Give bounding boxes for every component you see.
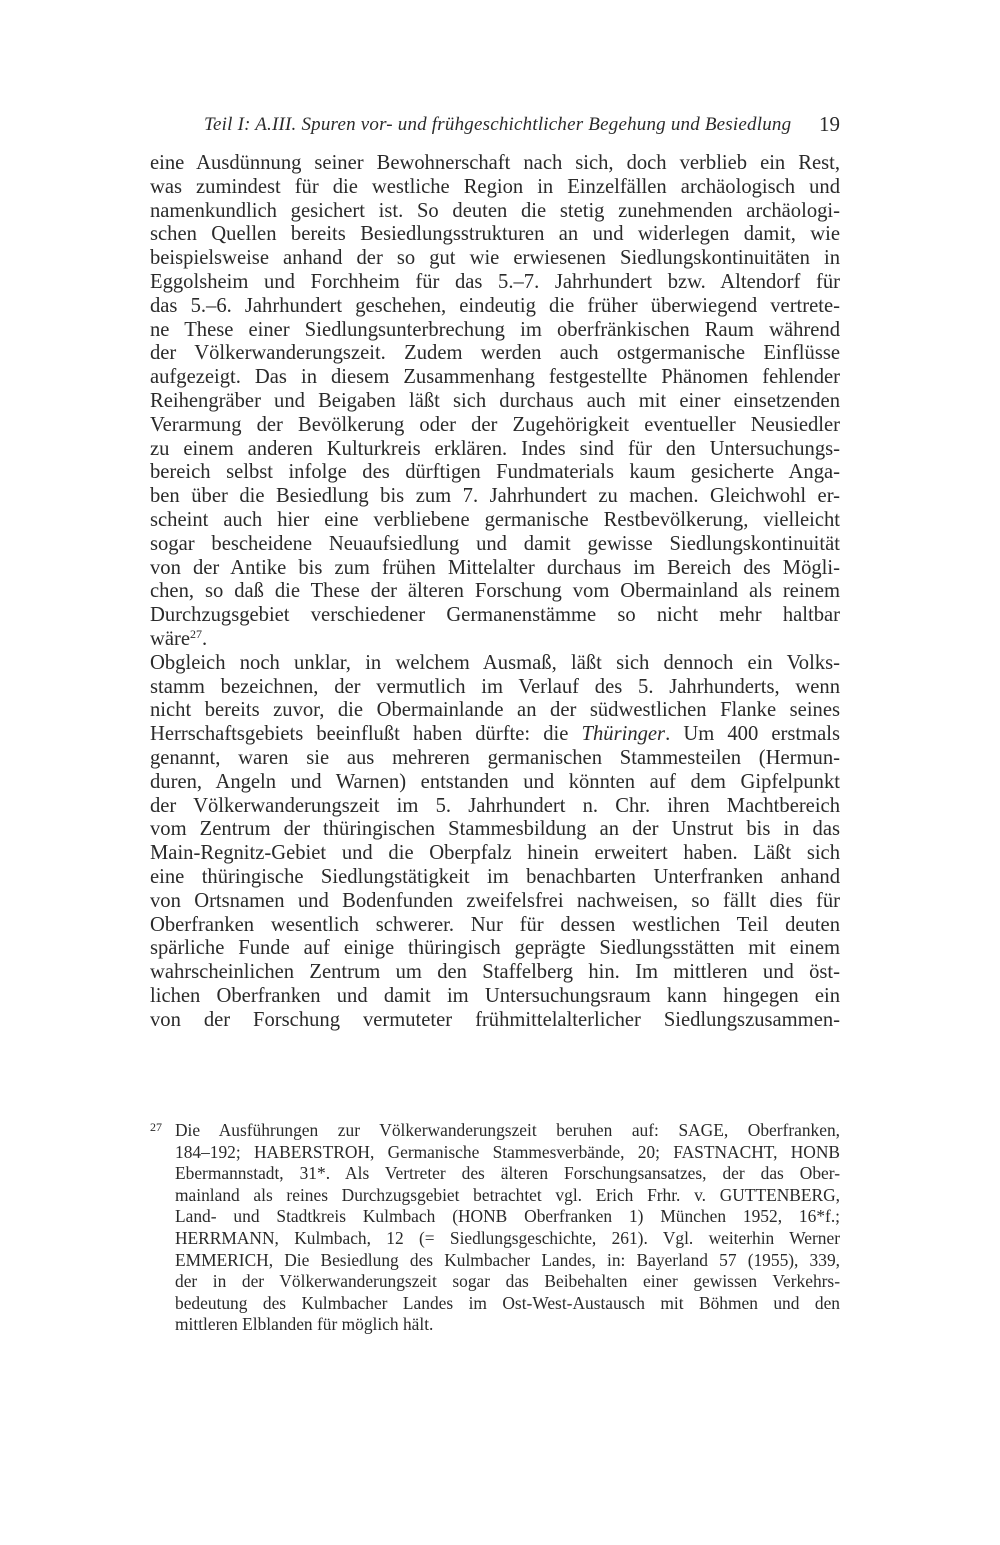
text-line: Obgleich noch unklar, in welchem Ausmaß, läßt sich dennoch ein Volks-: [150, 651, 840, 674]
footnote-line: der in der Völkerwanderungszeit sogar das Beibehalten einer gewissen Verkehrs-: [175, 1271, 840, 1292]
text-segment: Herrschaftsgebiets beeinflußt haben dürfte: die: [150, 723, 582, 746]
running-head: Teil I: A.III. Spuren vor- und frühgeschichtlicher Begehung und Besiedlung: [204, 114, 792, 135]
emphasized-term: Thüringer: [581, 723, 666, 746]
text-line: der Völkerwanderungszeit im 5. Jahrhundert n. Chr. ihren Machtbereich: [150, 794, 840, 817]
text-line: Eggolsheim und Forchheim für das 5.–7. Jahrhundert bzw. Altendorf für: [150, 270, 840, 293]
text-line: eine Ausdünnung seiner Bewohnerschaft nach sich, doch verblieb ein Rest,: [150, 152, 840, 174]
text-segment: . Um 400 erstmals: [665, 723, 840, 746]
paragraph-end-word: wäre: [150, 627, 191, 650]
text-line: nicht bereits zuvor, die Obermainlande an der südwestlichen Flanke seines: [150, 699, 840, 722]
text-line: wahrscheinlichen Zentrum um den Staffelberg hin. Im mittleren und öst-: [150, 961, 840, 984]
text-line: von der Forschung vermuteter frühmittelalterlicher Siedlungszusammen-: [150, 1008, 840, 1031]
text-line: spärliche Funde auf einige thüringisch geprägte Siedlungsstätten mit einem: [150, 937, 840, 960]
footnote-line: bedeutung des Kulmbacher Landes im Ost-West-Austausch mit Böhmen und den: [175, 1292, 840, 1313]
text-line: bereich selbst infolge des dürftigen Fundmaterials kaum gesicherte Anga-: [150, 461, 840, 484]
footnote-line: EMMERICH, Die Besiedlung des Kulmbacher Landes, in: Bayerland 57 (1955), 339,: [175, 1249, 840, 1270]
footnote-line: 184–192; HABERSTROH, Germanische Stammesverbände, 20; FASTNACHT, HONB: [175, 1141, 840, 1162]
footnote-line: Die Ausführungen zur Völkerwanderungszeit beruhen auf: SAGE, Oberfranken,: [175, 1120, 840, 1140]
page-number: 19: [819, 112, 840, 136]
main-text: [150, 152, 840, 1032]
text-line: der Völkerwanderungszeit. Zudem werden auch ostgermanische Einflüsse: [150, 342, 840, 365]
paragraph-end-line: [150, 628, 840, 652]
paragraph-end-period: .: [202, 627, 208, 650]
text-line: scheint auch hier eine verbliebene germanische Restbevölkerung, vielleicht: [150, 508, 840, 531]
text-line: was zumindest für die westliche Region in Einzelfällen archäologisch und: [150, 175, 840, 198]
footnote-line: mittleren Elblanden für möglich hält.: [175, 1314, 434, 1335]
text-line: eine thüringische Siedlungstätigkeit im benachbarten Unterfranken anhand: [150, 865, 840, 888]
text-line: vom Zentrum der thüringischen Stammesbildung an der Unstrut bis in das: [150, 818, 840, 841]
text-line: zu einem anderen Kulturkreis erklären. Indes sind für den Untersuchungs-: [150, 437, 840, 460]
text-line: duren, Angeln und Warnen) entstanden und könnten auf dem Gipfelpunkt: [150, 770, 840, 793]
text-line: Oberfranken wesentlich schwerer. Nur für dessen westlichen Teil deuten: [150, 913, 840, 936]
footnote-line: mainland als reines Durchzugsgebiet betrachtet vgl. Erich Frhr. v. GUTTENBERG,: [175, 1184, 840, 1205]
footnote-line: Land- und Stadtkreis Kulmbach (HONB Oberfranken 1) München 1952, 16*f.;: [175, 1206, 840, 1227]
text-line: aufgezeigt. Das in diesem Zusammenhang festgestellte Phänomen fehlender: [150, 366, 840, 389]
text-line: das 5.–6. Jahrhundert geschehen, eindeutig die früher überwiegend vertrete-: [150, 294, 840, 317]
text-line: chen, so daß die These der älteren Forschung vom Obermainland als reinem: [150, 580, 840, 603]
footnote-line: Ebermannstadt, 31*. Als Vertreter des älteren Forschungsansatzes, der das Ober-: [175, 1163, 840, 1184]
footnote-line: HERRMANN, Kulmbach, 12 (= Siedlungsgeschichte, 261). Vgl. weiterhin Werner: [175, 1227, 840, 1248]
text-line: namenkundlich gesichert ist. So deuten die stetig zunehmenden archäologi-: [150, 199, 840, 222]
footnote-number: 27: [150, 1120, 162, 1134]
text-line: von der Antike bis zum frühen Mittelalter durchaus im Bereich des Mögli-: [150, 556, 840, 579]
footnote-reference[interactable]: 27: [190, 626, 203, 641]
footnote-block: [150, 1120, 840, 1336]
text-line: beispielsweise anhand der so gut wie erwiesenen Siedlungskontinuitäten in: [150, 247, 840, 270]
text-line: schen Quellen bereits Besiedlungsstrukturen an und widerlegen damit, wie: [150, 223, 840, 246]
text-line: lichen Oberfranken und damit im Untersuchungsraum kann hingegen ein: [150, 984, 840, 1007]
page-header: [150, 110, 840, 144]
text-line: ben über die Besiedlung bis zum 7. Jahrhundert zu machen. Gleichwohl er-: [150, 485, 840, 508]
text-line: genannt, waren sie aus mehreren germanischen Stammesteilen (Hermun-: [150, 746, 840, 769]
text-line: von Ortsnamen und Bodenfunden zweifelsfrei nachweisen, so fällt dies für: [150, 889, 840, 912]
text-line: Main-Regnitz-Gebiet und die Oberpfalz hinein erweitert haben. Läßt sich: [150, 842, 840, 865]
text-line: sogar bescheidene Neuaufsiedlung und damit gewisse Siedlungskontinuität: [150, 532, 840, 555]
text-line-emphasis: [150, 723, 840, 747]
text-line: Reihengräber und Beigaben läßt sich durchaus auch mit einer einsetzenden: [150, 389, 840, 412]
text-line: stamm bezeichnen, der vermutlich im Verlauf des 5. Jahrhunderts, wenn: [150, 675, 840, 698]
text-line: Durchzugsgebiet verschiedener Germanenstämme so nicht mehr haltbar: [150, 604, 840, 627]
text-line: ne These einer Siedlungsunterbrechung im oberfränkischen Raum während: [150, 318, 840, 341]
text-line: Verarmung der Bevölkerung oder der Zugehörigkeit eventueller Neusiedler: [150, 413, 840, 436]
